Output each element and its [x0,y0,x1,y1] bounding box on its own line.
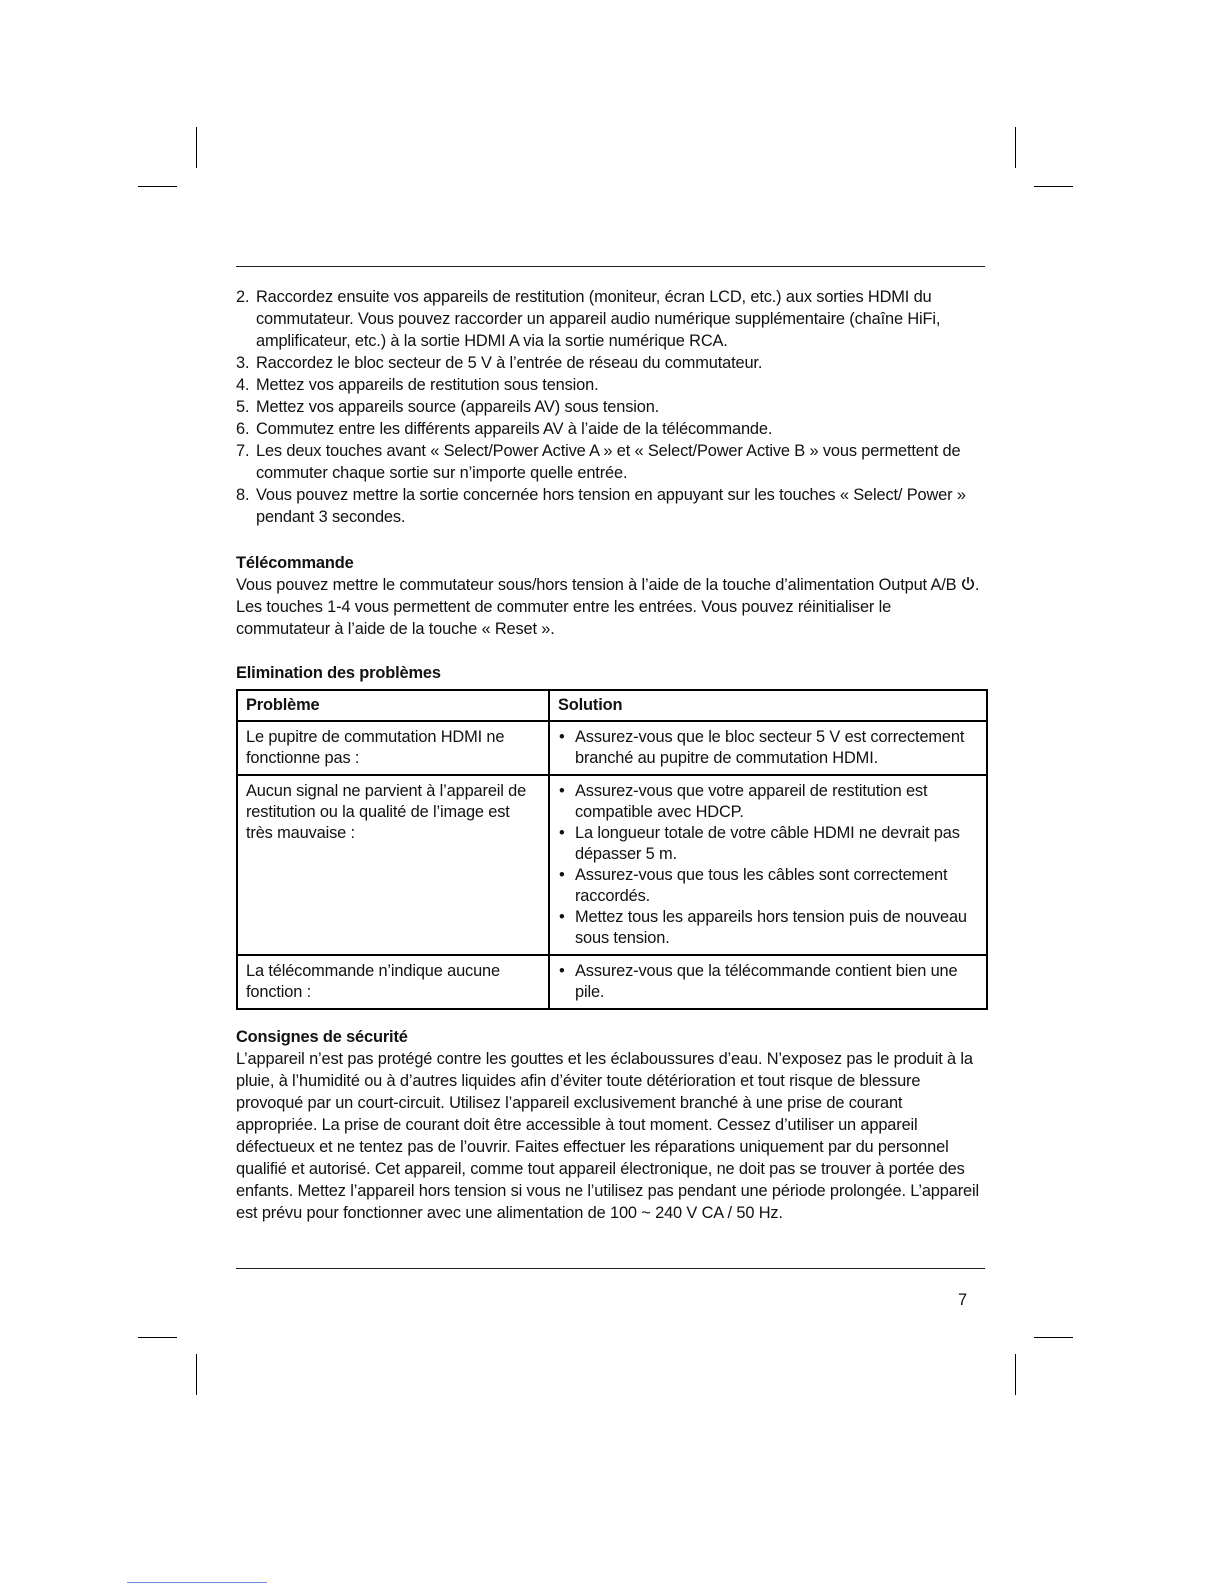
step-item: 7. Les deux touches avant « Select/Power Active A » et « Select/Power Active B » vous permettent de commuter chaque sortie sur n’importe quelle entrée. [236,442,961,482]
solution-item: • Mettez tous les appareils hors tension puis de nouveau sous tension. [558,907,978,949]
step-item: 4. Mettez vos appareils de restitution sous tension. [236,376,599,394]
remote-heading: Télécommande [236,554,354,572]
table-row [237,775,987,955]
crop-mark-bottom-left-horizontal [138,1337,177,1338]
page-content [236,286,986,1224]
solution-cell [549,775,987,955]
power-icon [961,576,975,591]
troubleshooting-heading: Elimination des problèmes [236,664,441,682]
table-row [237,955,987,1009]
solution-cell [549,955,987,1009]
solution-item: • Assurez-vous que votre appareil de restitution est compatible avec HDCP. [558,781,978,823]
problem-cell: Aucun signal ne parvient à l’appareil de restitution ou la qualité de l’image est très mauvaise : [237,775,549,955]
solution-item: • Assurez-vous que la télécommande contient bien une pile. [558,961,978,1003]
safety-heading: Consignes de sécurité [236,1028,408,1046]
step-item: 3. Raccordez le bloc secteur de 5 V à l’entrée de réseau du commutateur. [236,354,763,372]
step-item: 6. Commutez entre les différents appareils AV à l’aide de la télécommande. [236,420,773,438]
header-rule [236,266,985,267]
table-row [237,721,987,775]
troubleshooting-table [236,689,988,1010]
safety-paragraph: L’appareil n’est pas protégé contre les gouttes et les éclaboussures d’eau. N’exposez pas le produit à la pluie, à l’humidité ou à d’autres liquides afin d’éviter toute détérioration et tout risque de blessure provoqué par un court-circuit. Utilisez l’appareil exclusivement branché à une prise de courant appropriée. La prise de courant doit être accessible à tout moment. Cessez d’utiliser un appareil défectueux et ne tentez pas de l’ouvrir. Faites effectuer les réparations uniquement par du personnel qualifié et autorisé. Cet appareil, comme tout appareil électronique, ne doit pas se trouver à portée des enfants. Mettez l’appareil hors tension si vous ne l’utilisez pas pendant une période prolongée. L’appareil est prévu pour fonctionner avec une alimentation de 100 ~ 240 V CA / 50 Hz. [236,1050,979,1222]
solution-cell [549,721,987,775]
column-header-solution: Solution [549,690,987,721]
crop-mark-top-right-vertical [1015,127,1016,168]
step-item: 2. Raccordez ensuite vos appareils de restitution (moniteur, écran LCD, etc.) aux sorties HDMI du commutateur. Vous pouvez raccorder un appareil audio numérique supplémentaire (chaîne HiFi, amplificateur, etc.) à la sortie HDMI A via la sortie numérique RCA. [236,288,941,350]
solution-item: • La longueur totale de votre câble HDMI ne devrait pas dépasser 5 m. [558,823,978,865]
solution-item: • Assurez-vous que le bloc secteur 5 V est correctement branché au pupitre de commutation HDMI. [558,727,978,769]
crop-mark-top-right-horizontal [1034,186,1073,187]
table-header-row [237,690,987,721]
step-item: 8. Vous pouvez mettre la sortie concernée hors tension en appuyant sur les touches « Select/ Power » pendant 3 secondes. [236,486,966,526]
crop-mark-bottom-right-vertical [1015,1354,1016,1395]
crop-mark-bottom-right-horizontal [1034,1337,1073,1338]
footer-rule [236,1268,985,1269]
bottom-link-underline [127,1582,267,1583]
problem-cell: La télécommande n’indique aucune fonction : [237,955,549,1009]
instruction-steps [236,286,986,528]
crop-mark-bottom-left-vertical [196,1354,197,1395]
column-header-problem: Problème [237,690,549,721]
solution-item: • Assurez-vous que tous les câbles sont correctement raccordés. [558,865,978,907]
page-number: 7 [958,1291,968,1309]
crop-mark-top-left-vertical [196,127,197,168]
step-item: 5. Mettez vos appareils source (appareils AV) sous tension. [236,398,660,416]
crop-mark-top-left-horizontal [138,186,177,187]
remote-paragraph: Vous pouvez mettre le commutateur sous/hors tension à l’aide de la touche d’alimentation Output A/B . Les touches 1-4 vous permettent de commuter entre les entrées. Vous pouvez réinitialiser le commutateur à l’aide de la touche « Reset ». [236,576,980,638]
problem-cell: Le pupitre de commutation HDMI ne fonctionne pas : [237,721,549,775]
